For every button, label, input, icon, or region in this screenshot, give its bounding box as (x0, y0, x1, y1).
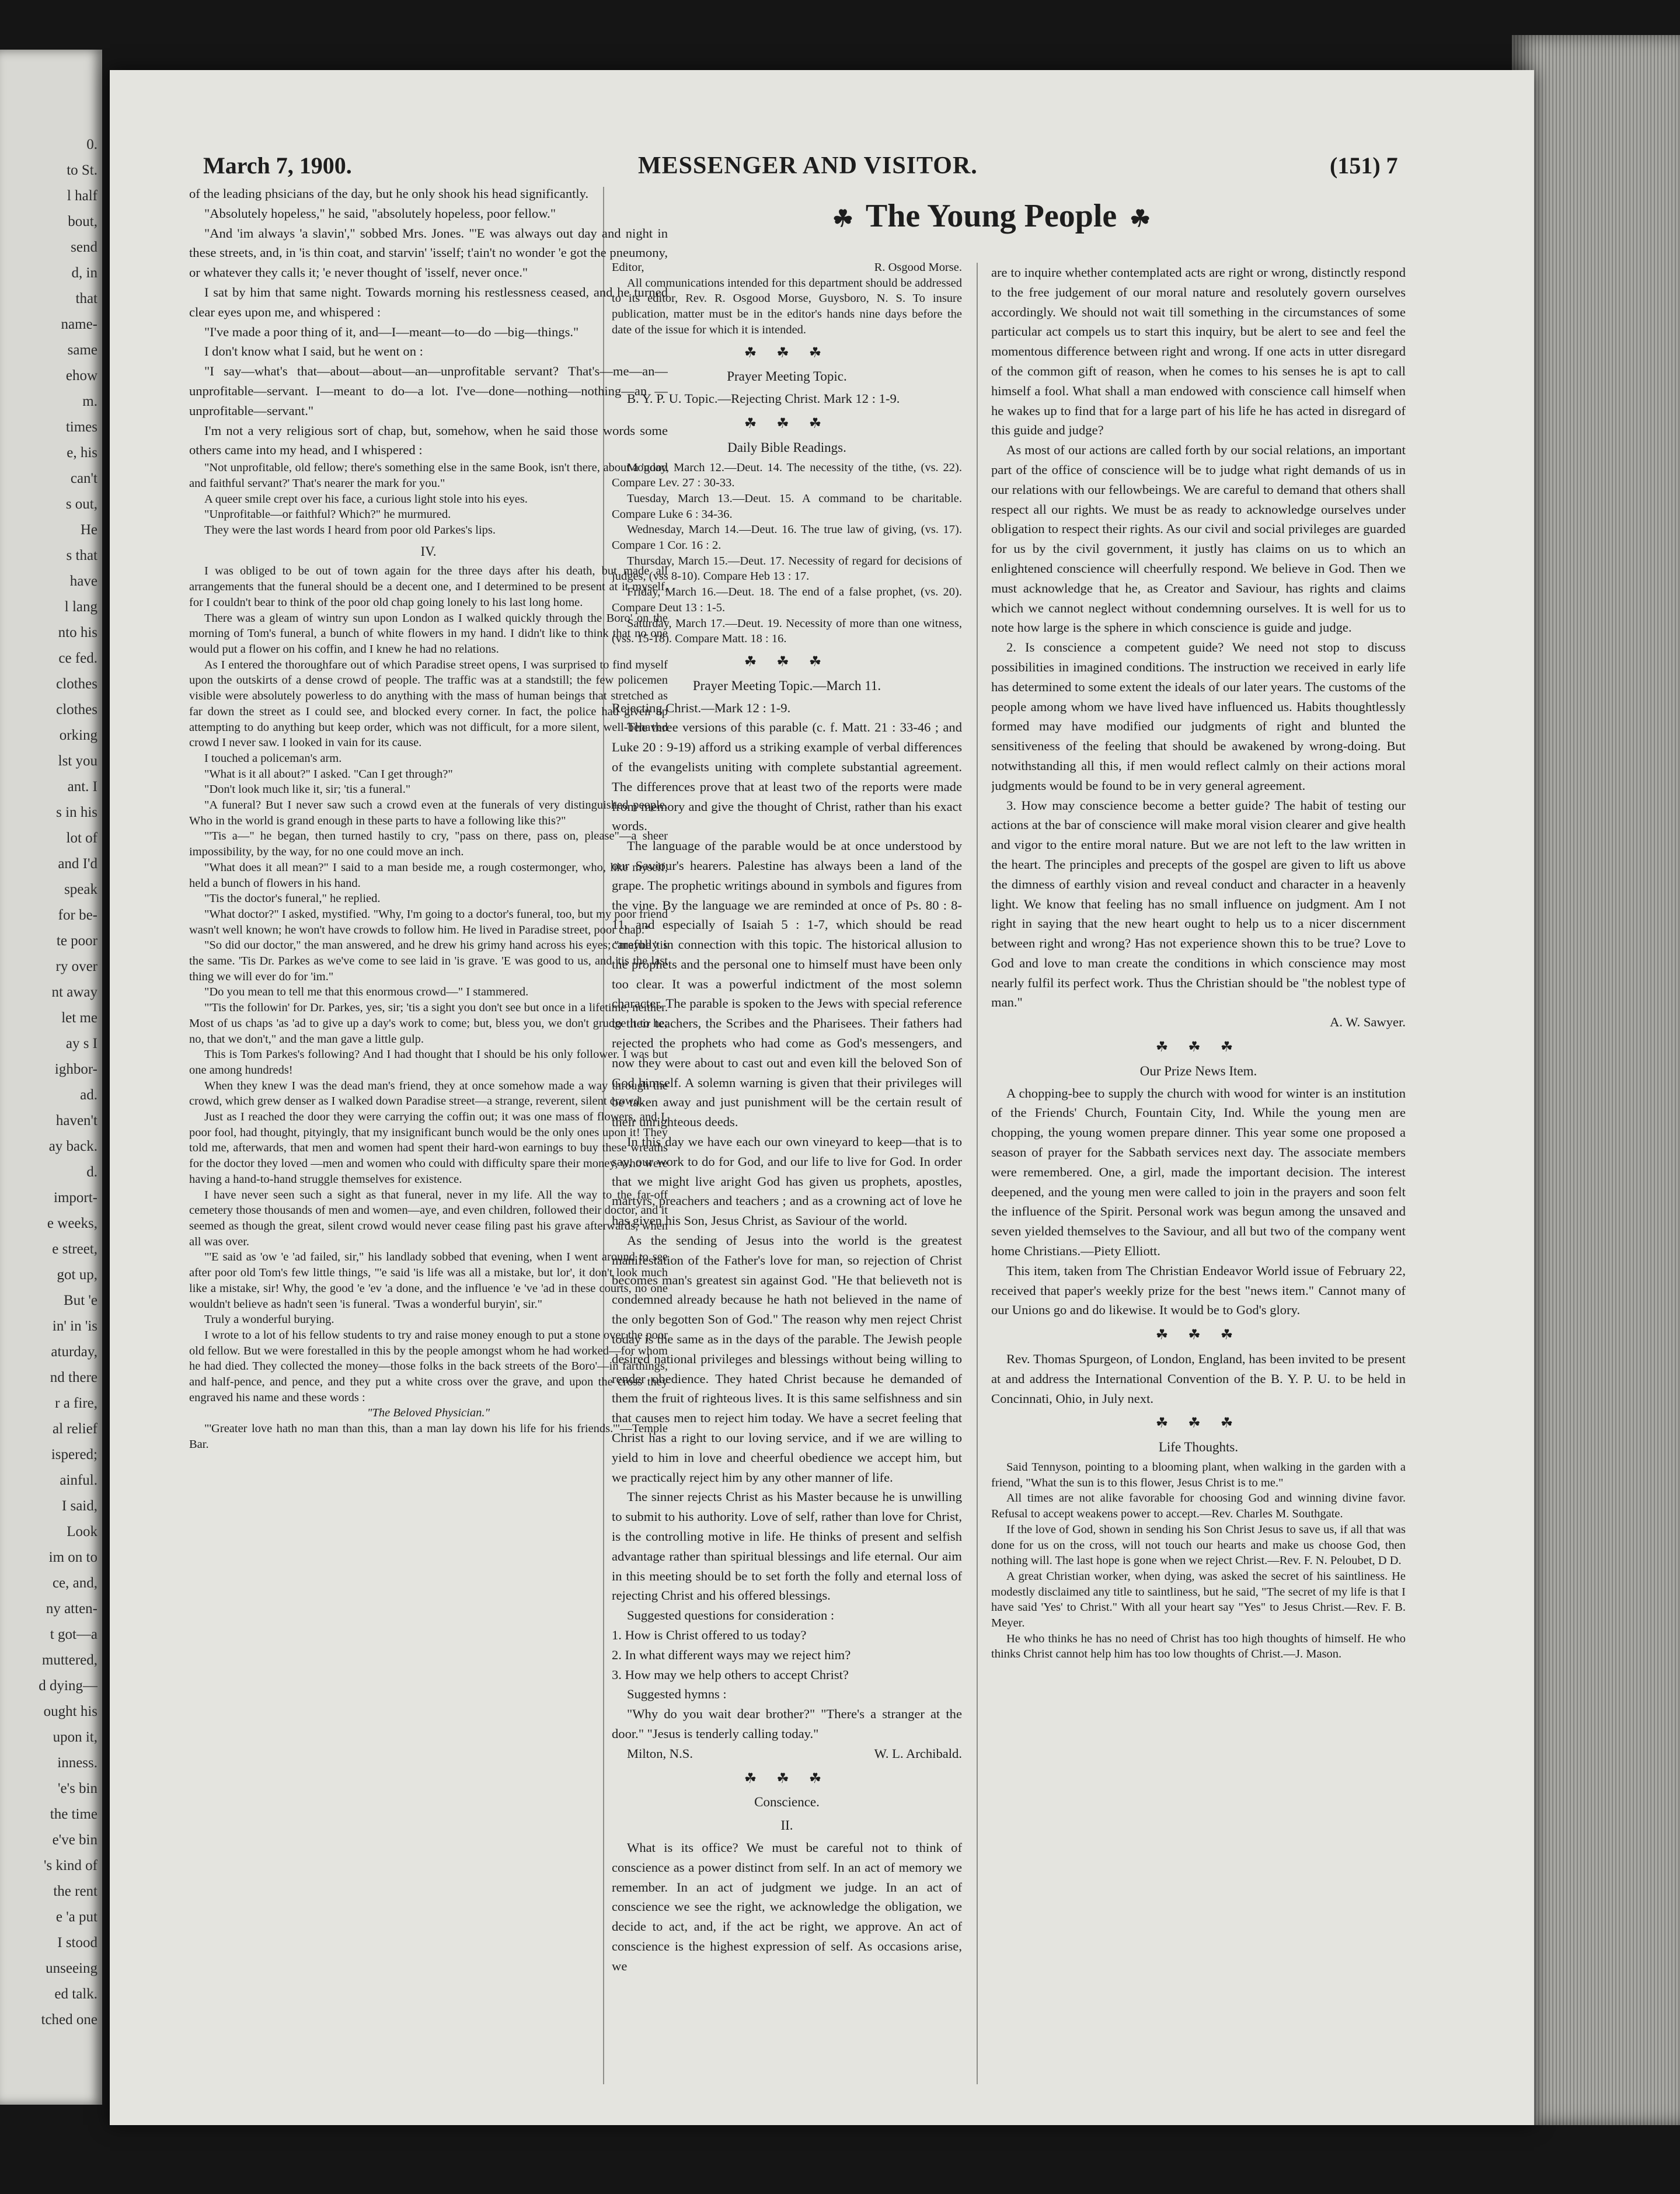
previous-page-fragment: 'e's bin (57, 1781, 97, 1796)
ornament-divider: ☘ ☘ ☘ (744, 345, 830, 361)
topic-paragraph: The three versions of this parable (c. f. Matt. 21 : 33-46 ; and Luke 20 : 9-19) afford us a striking example of verbal differences of the evangelists uniting with complete substantial agreement. The differences prove that at least two of the reports were made from memory and give the thought of Christ, rather than his exact words. (612, 720, 962, 834)
previous-page-fragment: I said, (61, 1498, 97, 1514)
story-paragraph: As I entered the thoroughfare out of which Paradise street opens, I was surprised to find myself upon the outskirts of a dense crowd of people. The traffic was at a standstill; the few policemen visible were absolutely powerless to do anything with the mass of human beings that stretched as far down the street as I could see, and blocked every corner. In fact, the police had given up attempting to do anything but keep order, which was not difficult, for a more silent, well-behaved crowd I never saw. I looked in vain for its cause. (189, 658, 668, 750)
previous-page-fragment: e weeks, (47, 1216, 97, 1231)
previous-page-fragment: same (67, 342, 97, 358)
editor-label: Editor, (612, 261, 644, 274)
story-paragraph: Truly a wonderful burying. (204, 1313, 334, 1326)
story-paragraph: I'm not a very religious sort of chap, but, somehow, when he said those words some others came into my head, and I whispered : (189, 423, 668, 458)
story-paragraph: I touched a policeman's arm. (204, 751, 342, 765)
story-paragraph: When they knew I was the dead man's friend, they at once somehow made a way through the crowd, which grew denser as I walked down Paradise street—a strange, reverent, silent crowd. (189, 1079, 668, 1108)
story-paragraph: "Absolutely hopeless," he said, "absolutely hopeless, poor fellow." (204, 206, 556, 221)
story-paragraph: There was a gleam of wintry sun upon London as I walked quickly through the Boro' on the morning of Tom's funeral, a bunch of white flowers in my hand. I didn't like to think that no one would put a flower on his coffin, and I knew he had no relations. (189, 611, 668, 656)
life-thought: A great Christian worker, when dying, was asked the secret of his saintliness. He modestly disclaimed any title to saintliness, but he said, "The secret of my life is that I have said 'Yes' to Christ." With all your heart say "Yes" to Jesus Christ.—Rev. F. B. Meyer. (991, 1569, 1406, 1630)
previous-page-fragment: ay back. (48, 1138, 97, 1154)
previous-page-fragment: r a fire, (55, 1395, 97, 1411)
editor-note: All communications intended for this department should be addressed to its editor, Rev. R. Osgood Morse, Guysboro, N. S. To insure publication, matter must be in the editor's hands nine days before the date of the issue for which it is intended. (612, 276, 962, 336)
previous-page-fragment: d, in (71, 265, 97, 281)
previous-page-fragment: in' in 'is (52, 1318, 97, 1334)
story-paragraph: Just as I reached the door they were carrying the coffin out; it was one mass of flowers, and I, poor fool, had thought, pityingly, that my insignificant bunch would be the only ones upon it! They told me, afterwards, that men and women had spent their hard-won earnings to buy these wreaths for the doctor they loved —men and women who could with difficulty spare their money, who were having a hand-to-hand struggle themselves for existence. (189, 1110, 668, 1186)
prize-news-heading: Our Prize News Item. (1139, 1063, 1257, 1078)
question-item: 2. In what different ways may we reject him? (612, 1647, 851, 1662)
previous-page-fragment: nd there (50, 1370, 97, 1385)
previous-page-fragment: ed talk. (54, 1986, 97, 2002)
page-number: (151) 7 (1330, 152, 1398, 179)
topic-paragraph: The sinner rejects Christ as his Master because he is unwilling to submit to his authority. Love of self, rather than love for Christ, is the controlling motive in life. He thinks of present and selfish advantage rather than spiritual blessings and life eternal. Our aim in this meeting should be to set forth the folly and eternal loss of rejecting Christ and his offered blessings. (612, 1489, 962, 1603)
spurgeon-notice: Rev. Thomas Spurgeon, of London, England, has been invited to be present at and address the International Convention of the B. Y. P. U. to be held in Concinnati, Ohio, in July next. (991, 1352, 1406, 1406)
conscience-number: II. (780, 1818, 793, 1833)
prize-news-paragraph: A chopping-bee to supply the church with wood for winter is an institution of the Friends' Church, Fountain City, Ind. While the young men are chopping, the young women prepare dinner. This year some one proposed a season of prayer for the Sabbath services next day. The associate members were remembered. One, a girl, made the important decision. The interest deepened, and the young men were called to join in the prayers and soon felt the influence of the Spirit. Personal work was begun among the unsaved and seven yielded themselves to the Saviour, and all but two of the company went home Christians.—Piety Elliott. (991, 1085, 1406, 1259)
signature-name: A. W. Sawyer. (1330, 1015, 1406, 1030)
previous-page-fragment: let me (61, 1010, 97, 1026)
previous-page-fragment: d dying— (39, 1678, 97, 1694)
story-column (189, 184, 668, 2081)
section-title: The Young People (865, 198, 1117, 234)
previous-page-fragment: upon it, (53, 1729, 97, 1745)
questions-heading: Suggested questions for consideration : (627, 1608, 835, 1623)
previous-page-fragment: s out, (65, 496, 97, 512)
story-paragraph: "'Tis the followin' for Dr. Parkes, yes, sir; 'tis a sight you don't see but once in a lifetime, neither. Most of us chaps 'as 'ad to give up a day's work to come; but, bless you, we don't grudge it to he; no, that we don't," and the man gave a little gulp. (189, 1001, 668, 1046)
life-thoughts-heading: Life Thoughts. (1158, 1440, 1239, 1455)
question-item: 3. How may we help others to accept Christ? (612, 1667, 849, 1682)
previous-page-fragment: ainful. (60, 1472, 97, 1488)
story-paragraph: "'Tis a—" he began, then turned hastily to cry, "pass on there, pass on, please"—a sheer impossibility, by the way, for no one could move an inch. (189, 830, 668, 859)
previous-page-fragment: te poor (56, 933, 97, 949)
story-paragraph: "'Greater love hath no man than this, than a man lay down his life for his friends.'"—Temple Bar. (189, 1422, 668, 1451)
previous-page-fragment: s that (66, 548, 97, 563)
story-paragraph: I have never seen such a sight as that funeral, never in my life. All the way to the far-off cemetery those thousands of men and women—aye, and even children, followed their doctor, and it seemed as though the great, silent crowd would never cease filing past his grave afterwards, when all was over. (189, 1188, 668, 1248)
previous-page-fragment: ce, and, (52, 1575, 97, 1591)
previous-page-fragment: ispered; (51, 1447, 97, 1462)
previous-page-fragment: speak (64, 882, 97, 897)
previous-page-fragment: e street, (52, 1241, 97, 1257)
previous-page-fragment: name- (61, 316, 97, 332)
previous-page-fragment: clothes (56, 702, 97, 718)
leaf-ornament-icon: ☘ (1130, 206, 1151, 232)
previous-page-fragment: muttered, (41, 1652, 97, 1668)
previous-page-fragment: tched one (41, 2012, 97, 2028)
previous-page-fragment: to St. (67, 162, 97, 178)
previous-page-fragment: ce fed. (58, 650, 97, 666)
ornament-divider: ☘ ☘ ☘ (744, 1771, 830, 1786)
previous-page-fragment: ny atten- (46, 1601, 97, 1617)
conscience-paragraph: are to inquire whether contemplated acts are right or wrong, distinctly respond to the free judgement of our moral nature and resolutely govern ourselves accordingly. We should not wait till something in the circumstances of some particular act compels us to start this inquiry, but be alert to see and feel the momentous difference between right and wrong. If one acts in utter disregard of the common gift of reason, when he comes to his senses he is apt to call himself a fool. What shall a man endowed with conscience call himself when he wakes up to find that for a large part of his life he has acted in disregard of this guide and judge? (991, 265, 1406, 438)
story-paragraph: "What is it all about?" I asked. "Can I get through?" (204, 767, 453, 781)
story-paragraph: I was obliged to be out of town again for the three days after his death, but made all arrangements that the funeral should be a decent one, and I determined to be present at it myself, for I couldn't bear to think of the poor old chap going lonely to his last long home. (189, 565, 668, 609)
column-rule (977, 263, 978, 2084)
life-thought: If the love of God, shown in sending his Son Christ Jesus to save us, if all that was done for us on the cross, will not touch our hearts and make us choose God, then nothing will. The last hope is gone when we reject Christ.—Rev. F. N. Peloubet, D D. (991, 1523, 1406, 1568)
story-paragraph: "'E said as 'ow 'e 'ad failed, sir," his landlady sobbed that evening, when I went around to see after poor old Tom's few little things, "'e said 'is life was all a mistake, but lor', it don't look much like a mistake, sir! Why, the good 'e 'ev 'a done, and the influence 'e 've 'ad in these courts, no one wouldn't believe as hadn't seen 'is funeral. 'Twas a wonderful buryin', sir." (189, 1251, 668, 1311)
topic-paragraph: In this day we have each our own vineyard to keep—that is to say, our work to do for God, and our life to live for God. In order that we might live aright God has given us prophets, apostles, martyrs, preachers and teachers ; and as a crowning act of love he has given his Son, Jesus Christ, as Saviour of the world. (612, 1134, 962, 1228)
newspaper-title: MESSENGER AND VISITOR. (638, 152, 978, 179)
story-paragraph: of the leading phsicians of the day, but he only shook his head significantly. (189, 186, 589, 201)
conscience-paragraph: What is its office? We must be careful not to think of conscience as a power distinct from self. In an act of memory we remember. In an act of judgment we judge. In an act of conscience we see the right, we acknowledge the obligation, we decide to act, and, if the act be right, we approve. An act of conscience is the highest expression of self. As occasions arise, we (612, 1840, 962, 1973)
section-banner (828, 193, 1207, 239)
previous-page-edge (0, 50, 102, 2105)
previous-page-fragment: al relief (52, 1421, 97, 1437)
conscience-paragraph: 2. Is conscience a competent guide? We need not stop to discuss possibilities in imagined conditions. The instruction we received in early life has determined to some extent the ideals of our later years. The customs of the people among whom we have lived have influenced us. Habits thoughtlessly formed may have modified our judgments of right and blunted the sensitiveness of the feeling that should be awakened by wrong-doing. But notwithstanding all this, if men would reflect calmly on their actions moral judgments would be found to be in very general agreement. (991, 640, 1406, 793)
story-paragraph: "I say—what's that—about—about—an—unprofitable servant? That's—me—an—unprofitable—servant. I—meant to do—a lot. I've—done—nothing—nothing—an —unprofitable—servant." (189, 364, 668, 418)
story-paragraph: "So did our doctor," the man answered, and he drew his grimy hand across his eyes; "maybe 'tis the same. 'Tis Dr. Parkes as we've come to see laid in 'is grave. 'E was good to us, and 'tis the last thing we will ever do for 'im." (189, 939, 668, 983)
previous-page-fragment: e've bin (52, 1832, 97, 1848)
previous-page-fragment: s in his (56, 805, 97, 820)
story-paragraph: I sat by him that same night. Towards morning his restlessness ceased, and he turned clear eyes upon me, and whispered : (189, 284, 668, 319)
signature-line (612, 1744, 962, 1764)
previous-page-fragment: nt away (51, 984, 97, 1000)
story-paragraph: They were the last words I heard from poor old Parkes's lips. (204, 523, 496, 537)
previous-page-fragment: e 'a put (55, 1909, 97, 1925)
story-paragraph: I wrote to a lot of his fellow students to try and raise money enough to put a stone over the poor old fellow. But we were forestalled in this by the people amongst whom he had worked—for whom he had died. They collected the money—those folks in the back streets of the Boro'—in farthings, and half-pence, and pence, and they put a white cross over the grave, and upon the cross they engraved his name and these words : (189, 1328, 668, 1404)
previous-page-fragment: ay s I (65, 1036, 97, 1051)
conscience-column (991, 263, 1406, 2090)
story-paragraph: I don't know what I said, but he went on : (204, 344, 423, 359)
topic-paragraph: As the sending of Jesus into the world is the greatest manifestation of the Father's love for man, so rejection of Christ becomes man's greatest sin against God. "He that believeth not is condemned already because he hath not believed in the name of the only begotten Son of God." The reason why men reject Christ today is the same as in the days of the parable. The Jewish people desired national privileges and blessings without being willing to render obedience. They hated Christ because he demanded of them the fruit of righteous lives. It is this same selfishness and sin that causes men to reject him today. We have a secret feeling that Christ has a right to our loving service, and if we are willing to yield to him in love and cheerful obedience we accept him, but we practically reject him by any other manner of life. (612, 1233, 962, 1485)
previous-page-fragment: lot of (66, 830, 97, 846)
topic-paragraph: The language of the parable would be at once understood by our Saviour's hearers. Palestine has always been a land of the grape. The prophetic writings abound in symbols and figures from the vine. By the language we are reminded at once of Ps. 80 : 8-11, and especially of Isaiah 5 : 1-7, which should be read carefully in connection with this topic. The historical allusion to the prophets and the personal one to himself must have been only too clear. It was a powerful indictment of the most solemn character. The parable is spoken to the Jews with special reference to their teachers, the Scribes and the Pharisees. Their fathers had rejected the prophets who had come as God's messengers, and now they were about to cast out and even kill the beloved Son of God himself. A solemn warning is given that their privileges will be taken away and just punishment will be the certain result of their unrighteous deeds. (612, 838, 962, 1130)
life-thought: All times are not alike favorable for choosing God and winning divine favor. Refusal to accept weakens power to accept.—Rev. Charles M. Southgate. (991, 1492, 1406, 1521)
story-paragraph: "Tis the doctor's funeral," he replied. (204, 892, 381, 906)
hymns-heading: Suggested hymns : (627, 1687, 727, 1702)
daily-readings-heading: Daily Bible Readings. (727, 440, 846, 455)
previous-page-fragment: orking (59, 727, 97, 743)
story-paragraph: "Unprofitable—or faithful? Which?" he murmured. (204, 508, 451, 521)
reading-item: Friday, March 16.—Deut. 18. The end of a false prophet, (vs. 20). Compare Deut 13 : 1-5. (612, 586, 962, 614)
topic-march-heading: Prayer Meeting Topic.—March 11. (692, 678, 881, 693)
book-page-edges (1512, 35, 1680, 2125)
previous-page-fragment: bout, (68, 214, 97, 229)
previous-page-fragment: 0. (86, 137, 97, 152)
conscience-heading: Conscience. (754, 1795, 820, 1810)
previous-page-fragment: e, his (67, 445, 97, 461)
reading-item: Monday, March 12.—Deut. 14. The necessity of the tithe, (vs. 22). Compare Lev. 27 : 30-33. (612, 461, 962, 490)
previous-page-fragment: clothes (56, 676, 97, 692)
previous-page-fragment: lst you (58, 753, 97, 769)
ornament-divider: ☘ ☘ ☘ (744, 416, 830, 431)
previous-page-fragment: d. (86, 1164, 97, 1180)
previous-page-fragment: nto his (58, 625, 97, 640)
question-item: 1. How is Christ offered to us today? (612, 1627, 807, 1642)
conscience-paragraph: 3. How may conscience become a better guide? The habit of testing our actions at the bar of conscience will make moral vision clearer and give health and vigor to the entire moral nature. But we are not left to the law written in the heart. The principles and precepts of the gospel are given to lift us above the dimness of earthly vision and reveal conduct and character in a heavenly light. We know that feeling has no small influence on judgment. Am I not right in saying that the new heart ought to help us to a nicer discernment between right and wrong? Has not experience shown this to be true? Love to God and love to man create the conditions in which conscience may most nearly fulfil its perfect work. Thus the Christian should be "the noblest type of man." (991, 797, 1406, 1010)
signature-name: W. L. Archibald. (874, 1746, 962, 1761)
story-paragraph: A queer smile crept over his face, a curious light stole into his eyes. (204, 492, 528, 506)
previous-page-fragment: ehow (65, 368, 97, 384)
life-thought: Said Tennyson, pointing to a blooming plant, when walking in the garden with a friend, "What the sun is to this flower, Jesus Christ is to me." (991, 1461, 1406, 1489)
story-paragraph: This is Tom Parkes's following? And I had thought that I should be his only follower. I was but one among hundreds! (189, 1048, 668, 1077)
previous-page-fragment: aturday, (51, 1344, 97, 1360)
previous-page-fragment: have (69, 573, 97, 589)
previous-page-fragment: ighbor- (54, 1061, 97, 1077)
previous-page-fragment: the time (50, 1806, 97, 1822)
previous-page-fragment: He (80, 522, 97, 538)
previous-page-fragment: Look (67, 1524, 97, 1540)
previous-page-fragment: haven't (55, 1113, 97, 1129)
story-paragraph: "Not unprofitable, old fellow; there's something else in the same Book, isn't there, about a 'good and faithful servant?' That's nearer the mark for you." (189, 461, 668, 490)
previous-page-fragment: ry over (55, 959, 97, 974)
reading-item: Saturday, March 17.—Deut. 19. Necessity of more than one witness, (vss. 15-18). Compare Matt. 18 : 16. (612, 617, 962, 646)
ornament-divider: ☘ ☘ ☘ (744, 654, 830, 670)
leaf-ornament-icon: ☘ (832, 206, 853, 232)
epitaph: "The Beloved Physician." (367, 1406, 490, 1420)
story-paragraph: "What does it all mean?" I said to a man beside me, a rough costermonger, who, like myself, held a bunch of flowers in his hand. (189, 861, 668, 890)
previous-page-fragment: inness. (57, 1755, 97, 1771)
topic-march-subheading: Rejecting Christ.—Mark 12 : 1-9. (612, 700, 791, 715)
previous-page-fragment: the rent (53, 1883, 97, 1899)
reading-item: Tuesday, March 13.—Deut. 15. A command to be charitable. Compare Luke 6 : 34-36. (612, 492, 962, 521)
story-paragraph: "What doctor?" I asked, mystified. "Why, I'm going to a doctor's funeral, too, but my poor friend wasn't well known; he won't have crowds to follow him. He lived in Paradise street, poor chap." (189, 907, 668, 936)
story-paragraph: "A funeral? But I never saw such a crowd even at the funerals of very distinguished people. Who in the world is grand enough in these parts to have a following like this?" (189, 799, 668, 827)
previous-page-fragment: l half (67, 188, 97, 204)
previous-page-fragment: times (65, 419, 97, 435)
previous-page-fragment: I stood (57, 1935, 97, 1951)
ornament-divider: ☘ ☘ ☘ (1155, 1416, 1242, 1432)
reading-item: Wednesday, March 14.—Deut. 16. The true law of giving, (vs. 17). Compare 1 Cor. 16 : 2. (612, 523, 962, 552)
story-paragraph: "And 'im always 'a slavin'," sobbed Mrs. Jones. "'E was always out day and night in these streets, and, in 'is thin coat, and starvin' 'isself; t'ain't no wonder 'e got the pneumony, or whatever they calls it; 'e never thought of 'isself, never once." (189, 225, 668, 280)
previous-page-fragment: got up, (57, 1267, 97, 1283)
prize-news-note: This item, taken from The Christian Endeavor World issue of February 22, received that paper's weekly prize for the best "news item." Cannot many of our Unions go and do likewise. It would be to God's glory. (991, 1263, 1406, 1318)
previous-page-fragment: But 'e (64, 1293, 97, 1308)
previous-page-fragment: ant. I (67, 779, 97, 795)
previous-page-fragment: import- (54, 1190, 97, 1206)
editor-name: R. Osgood Morse. (874, 261, 962, 274)
ornament-divider: ☘ ☘ ☘ (1155, 1328, 1242, 1343)
story-paragraph: "Do you mean to tell me that this enormous crowd—" I stammered. (204, 985, 529, 999)
previous-page-fragment: l lang (64, 599, 97, 615)
previous-page-fragment: im on to (48, 1549, 97, 1565)
chapter-number: IV. (420, 544, 437, 559)
newspaper-page (110, 70, 1534, 2125)
previous-page-fragment: unseeing (46, 1960, 97, 1976)
prayer-topic-heading: Prayer Meeting Topic. (727, 369, 847, 384)
masthead (110, 146, 1534, 187)
previous-page-fragment: m. (82, 393, 97, 409)
previous-page-fragment: and I'd (58, 856, 97, 872)
previous-page-fragment: that (75, 291, 97, 307)
life-thought: He who thinks he has no need of Christ has too high thoughts of himself. He who thinks Christ cannot help him has too low thoughts of Christ.—J. Mason. (991, 1632, 1406, 1661)
previous-page-fragment: send (71, 239, 97, 255)
previous-page-fragment: 's kind of (43, 1858, 97, 1873)
bypu-topic: B. Y. P. U. Topic.—Rejecting Christ. Mark 12 : 1-9. (627, 391, 900, 406)
editor-line (612, 260, 962, 276)
issue-date: March 7, 1900. (203, 152, 352, 179)
previous-page-fragment: can't (70, 471, 97, 486)
hymns-list: "Why do you wait dear brother?" "There's a stranger at the door." "Jesus is tenderly calling today." (612, 1707, 962, 1741)
previous-page-fragment: t got—a (50, 1627, 97, 1642)
story-paragraph: "I've made a poor thing of it, and—I—meant—to—do —big—things." (204, 324, 579, 339)
previous-page-fragment: for be- (58, 907, 97, 923)
previous-page-fragment: ought his (43, 1704, 97, 1719)
story-paragraph: "Don't look much like it, sir; 'tis a funeral." (204, 783, 411, 796)
conscience-paragraph: As most of our actions are called forth by our social relations, an important part of the office of conscience will be to judge what right demands of us in our relations with our fellowbeings. We are careful to demand that others shall respect all our rights. We must be as ready to acknowledge ourselves under obligation to respect their rights. As our civil and social privileges are guarded for us by the civil government, it justly has claims on us to which an enlightened conscience will cheerfully respond. We believe in God. Then we must acknowledge that he, as Creator and Saviour, has rights and claims which we cannot neglect without condemning ourselves. It is well for us to note how large is the sphere in which conscience is guide and judge. (991, 443, 1406, 635)
signature-place: Milton, N.S. (627, 1746, 693, 1761)
reading-item: Thursday, March 15.—Deut. 17. Necessity of regard for decisions of judges, (vss 8-10). Compare Heb 13 : 17. (612, 554, 962, 583)
ornament-divider: ☘ ☘ ☘ (1155, 1040, 1242, 1056)
previous-page-fragment: ad. (80, 1087, 97, 1103)
topics-column (612, 260, 962, 2075)
